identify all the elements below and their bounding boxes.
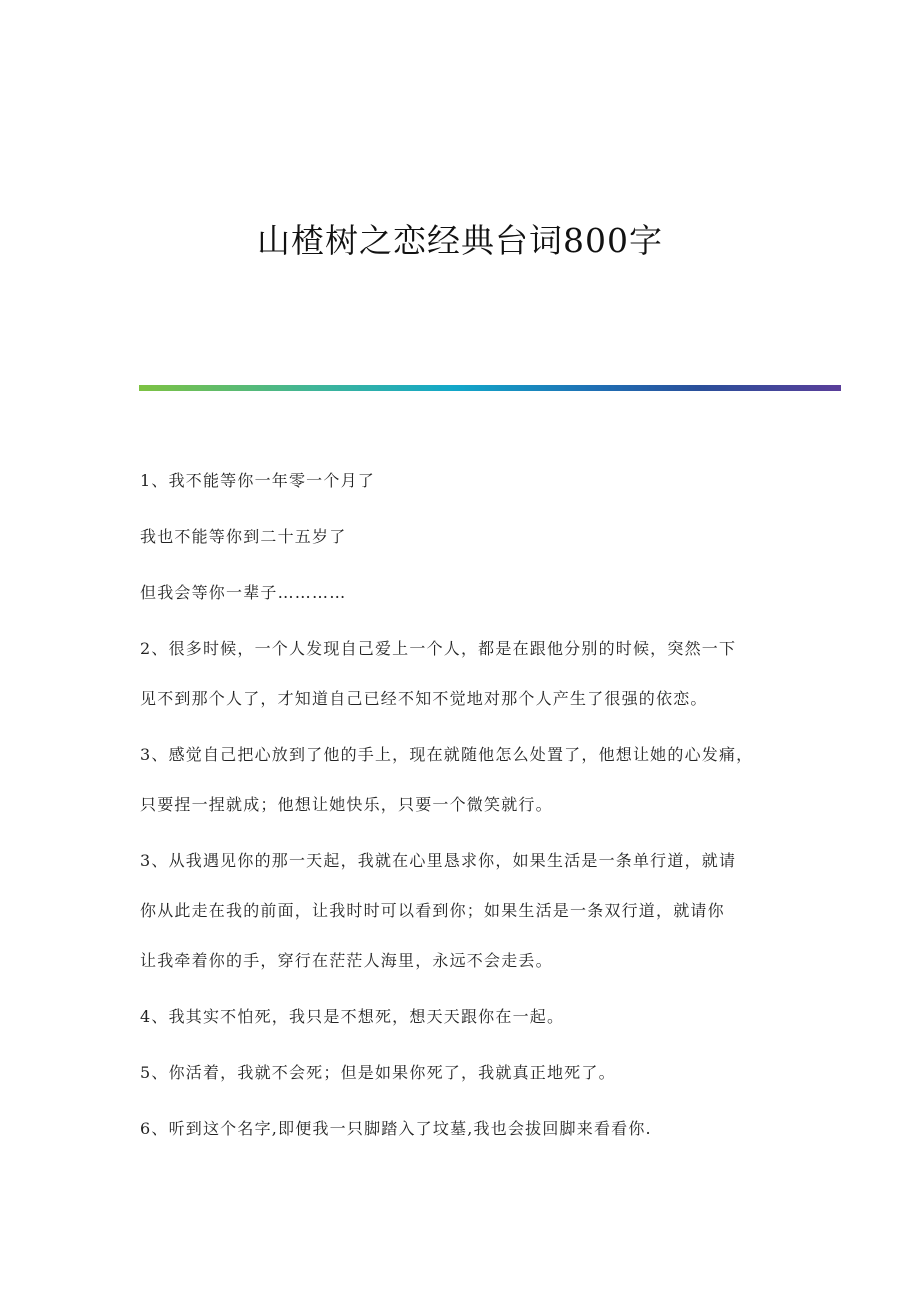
body-line: 4、我其实不怕死，我只是不想死，想天天跟你在一起。 — [140, 1007, 565, 1026]
body-line: 2、很多时候，一个人发现自己爱上一个人，都是在跟他分别的时候，突然一下 — [140, 639, 737, 658]
body-line: 我也不能等你到二十五岁了 — [140, 527, 347, 546]
body-line: 见不到那个人了，才知道自己已经不知不觉地对那个人产生了很强的依恋。 — [140, 689, 708, 708]
body-line: 3、从我遇见你的那一天起，我就在心里恳求你，如果生活是一条单行道，就请 — [140, 851, 737, 870]
body-line: 但我会等你一辈子………… — [140, 583, 347, 602]
body-line: 让我牵着你的手，穿行在茫茫人海里，永远不会走丢。 — [140, 951, 553, 970]
body-line: 只要捏一捏就成；他想让她快乐，只要一个微笑就行。 — [140, 795, 553, 814]
body-line: 1、我不能等你一年零一个月了 — [140, 471, 375, 490]
body-line: 3、感觉自己把心放到了他的手上，现在就随他怎么处置了，他想让她的心发痛， — [140, 745, 754, 764]
body-line: 5、你活着，我就不会死；但是如果你死了，我就真正地死了。 — [140, 1063, 616, 1082]
document-title: 山楂树之恋经典台词800字 — [257, 221, 663, 260]
body-line: 6、听到这个名字,即便我一只脚踏入了坟墓,我也会拔回脚来看看你. — [140, 1119, 652, 1138]
document-body — [140, 466, 800, 1144]
body-line: 你从此走在我的前面，让我时时可以看到你；如果生活是一条双行道，就请你 — [140, 901, 725, 920]
gradient-divider — [139, 385, 841, 391]
